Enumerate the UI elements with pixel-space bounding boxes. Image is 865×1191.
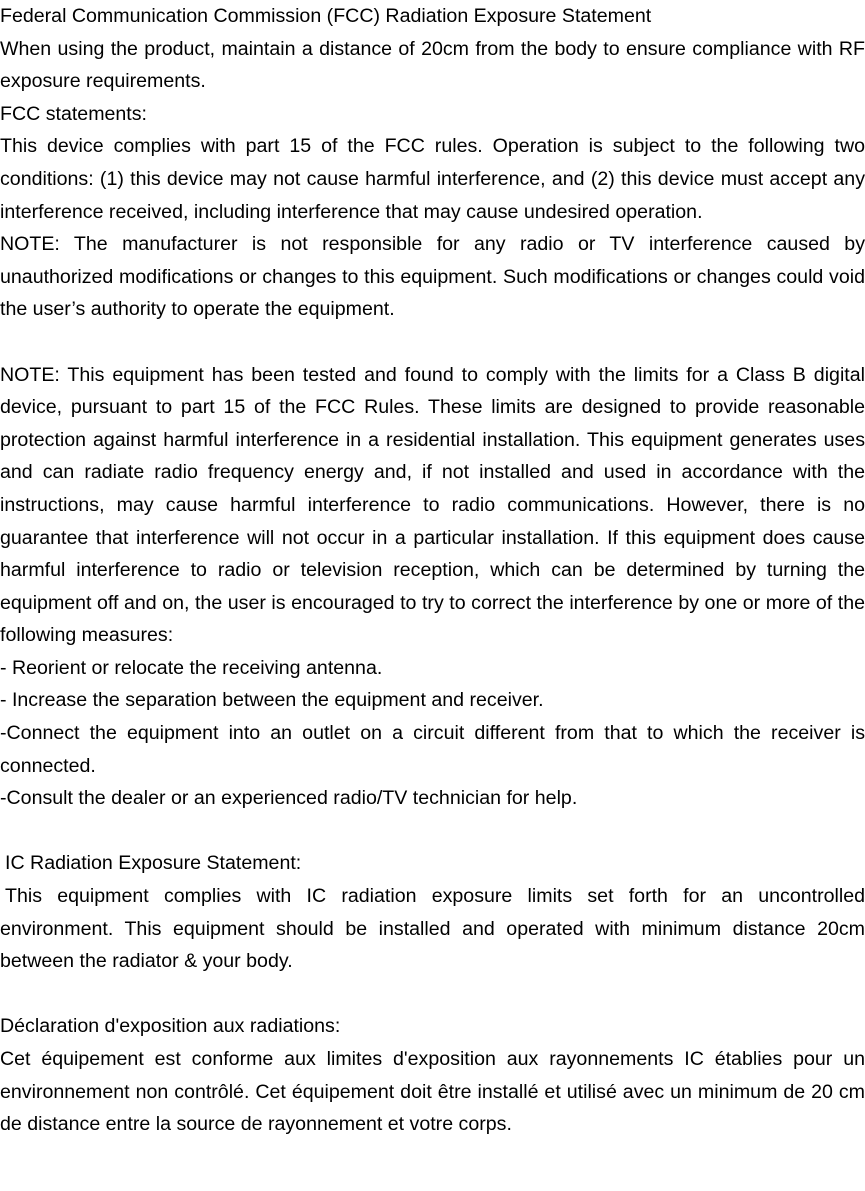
declaration-fr-section: [0, 1010, 865, 1140]
class-b-section: [0, 359, 865, 815]
measure-item: -Connect the equipment into an outlet on a circuit different from that to which the receiver is connected.: [0, 722, 865, 777]
fcc-exposure-body: When using the product, maintain a distance of 20cm from the body to ensure compliance with RF exposure requirements.: [0, 37, 865, 93]
ic-exposure-body: [0, 880, 865, 978]
ic-exposure-title: IC Radiation Exposure Statement:: [5, 852, 302, 875]
fcc-statements-title: FCC statements:: [0, 102, 147, 125]
spacer: [0, 978, 865, 1011]
spacer: [0, 326, 865, 359]
measure-item: -Consult the dealer or an experienced radio/TV technician for help.: [0, 787, 578, 810]
manufacturer-note-paragraph: NOTE: The manufacturer is not responsible for any radio or TV interference caused by unauthorized modifications or changes to this equipment. Such modifications or changes could void the user’s authority to operate the equipment.: [0, 233, 865, 321]
declaration-fr-body: Cet équipement est conforme aux limites d'exposition aux rayonnements IC établies pour un environnement non contrôlé. Cet équipement doit être installé et utilisé avec un minimum de 20 cm de distance entre la source de rayonnement et votre corps.: [0, 1048, 865, 1136]
ic-exposure-body-text: This equipment complies with IC radiation exposure limits set forth for an uncontrolled environment. This equipment should be installed and operated with minimum distance 20cm between the radiator & your body.: [0, 885, 865, 973]
class-b-note-paragraph: NOTE: This equipment has been tested and found to comply with the limits for a Class B digital device, pursuant to part 15 of the FCC Rules. These limits are designed to provide reasonable protection against harmful interference in a residential installation. This equipment generates uses and can radiate radio frequency energy and, if not installed and used in accordance with the instructions, may cause harmful interference to radio communications. However, there is no guarantee that interference will not occur in a particular installation. If this equipment does cause harmful interference to radio or television reception, which can be determined by turning the equipment off and on, the user is encouraged to try to correct the interference by one or more of the following measures:: [0, 363, 865, 647]
spacer: [0, 815, 865, 848]
fcc-part15-paragraph: This device complies with part 15 of the FCC rules. Operation is subject to the following two conditions: (1) this device may not cause harmful interference, and (2) this device must accept any interference received, including interference that may cause undesired operation.: [0, 135, 865, 223]
fcc-exposure-section: [0, 0, 865, 98]
fcc-statements-section: [0, 98, 865, 326]
declaration-fr-title: Déclaration d'exposition aux radiations:: [0, 1015, 341, 1038]
fcc-exposure-title: Federal Communication Commission (FCC) Radiation Exposure Statement: [0, 5, 652, 27]
measure-item: - Increase the separation between the equipment and receiver.: [0, 689, 544, 712]
measure-item: - Reorient or relocate the receiving antenna.: [0, 656, 383, 679]
ic-exposure-section: [0, 847, 865, 977]
